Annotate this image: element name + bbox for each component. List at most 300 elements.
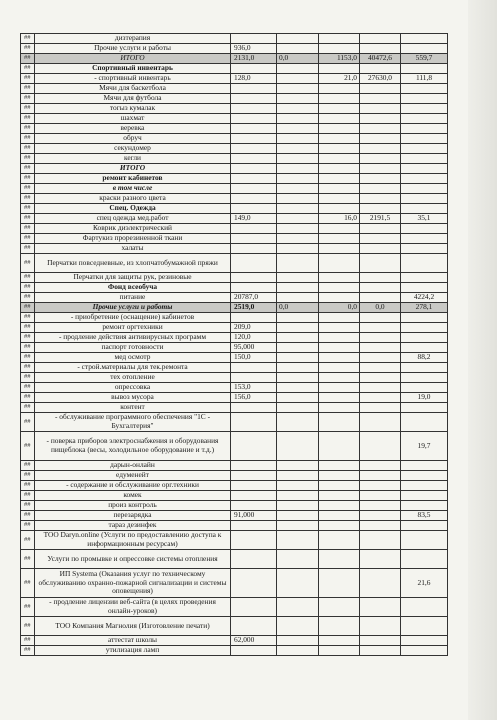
row-amount-4 [360,383,401,393]
table-row [21,224,448,234]
row-amount-5 [401,313,448,323]
row-amount-4 [360,511,401,521]
table-row [21,94,448,104]
row-amount-4 [360,471,401,481]
table-row [21,501,448,511]
row-amount-3 [319,501,360,511]
row-amount-5 [401,413,448,432]
row-amount-1 [231,244,277,254]
table-row [21,164,448,174]
row-amount-3 [319,569,360,598]
row-amount-4 [360,34,401,44]
row-description: дарын-онлайн [35,461,231,471]
row-amount-4 [360,44,401,54]
row-amount-4 [360,598,401,617]
row-amount-5 [401,521,448,531]
row-amount-1 [231,273,277,283]
row-marker: ## [21,636,35,646]
table-row [21,194,448,204]
row-amount-3 [319,283,360,293]
row-amount-3 [319,413,360,432]
row-amount-3 [319,114,360,124]
row-amount-3 [319,104,360,114]
row-amount-4 [360,293,401,303]
table-row [21,333,448,343]
row-amount-4 [360,333,401,343]
table-row [21,471,448,481]
row-marker: ## [21,214,35,224]
row-amount-2 [277,363,319,373]
row-amount-2 [277,471,319,481]
row-marker: ## [21,481,35,491]
row-amount-4: 2191,5 [360,214,401,224]
row-amount-1 [231,598,277,617]
row-amount-4 [360,194,401,204]
row-amount-5 [401,244,448,254]
row-amount-3: 0,0 [319,303,360,313]
table-row [21,323,448,333]
row-amount-1: 20787,0 [231,293,277,303]
row-amount-2 [277,44,319,54]
table-row [21,234,448,244]
row-amount-5 [401,373,448,383]
row-description: питание [35,293,231,303]
table-row [21,114,448,124]
table-row [21,44,448,54]
row-marker: ## [21,224,35,234]
row-amount-3 [319,184,360,194]
row-marker: ## [21,363,35,373]
row-marker: ## [21,194,35,204]
row-amount-3 [319,598,360,617]
row-amount-5 [401,224,448,234]
row-amount-5 [401,134,448,144]
row-amount-1 [231,403,277,413]
row-description: Фартукиз прорезиненной ткани [35,234,231,244]
row-amount-2 [277,313,319,323]
row-amount-5 [401,154,448,164]
row-amount-1 [231,204,277,214]
table-row [21,244,448,254]
row-description: тех отопление [35,373,231,383]
row-amount-3: 21,0 [319,74,360,84]
row-amount-5 [401,550,448,569]
row-amount-1 [231,144,277,154]
row-description: ТОО Компания Магнолия (Изготовление печати) [35,617,231,636]
row-amount-1: 91,000 [231,511,277,521]
table-row [21,550,448,569]
row-marker: ## [21,521,35,531]
table-row [21,491,448,501]
row-marker: ## [21,44,35,54]
row-marker: ## [21,303,35,313]
row-amount-5 [401,84,448,94]
row-amount-1 [231,531,277,550]
table-row [21,511,448,521]
row-amount-3 [319,646,360,656]
table-row [21,84,448,94]
row-amount-4 [360,104,401,114]
row-amount-3 [319,174,360,184]
row-amount-1 [231,94,277,104]
row-amount-5 [401,254,448,273]
row-amount-4: 40472,6 [360,54,401,64]
table-row [21,617,448,636]
row-amount-5 [401,164,448,174]
row-amount-4 [360,373,401,383]
row-amount-4 [360,124,401,134]
row-marker: ## [21,254,35,273]
row-amount-1: 149,0 [231,214,277,224]
table-row [21,383,448,393]
row-description: дизтерапия [35,34,231,44]
row-marker: ## [21,244,35,254]
row-amount-3 [319,353,360,363]
row-description: ИТОГО [35,164,231,174]
row-amount-4 [360,313,401,323]
row-amount-3 [319,343,360,353]
row-amount-5: 278,1 [401,303,448,313]
table-row [21,636,448,646]
row-amount-3 [319,333,360,343]
row-amount-3: 1153,0 [319,54,360,64]
row-amount-2 [277,74,319,84]
row-amount-5 [401,124,448,134]
row-description: обруч [35,134,231,144]
row-amount-2 [277,501,319,511]
table-row [21,184,448,194]
row-amount-4 [360,234,401,244]
row-amount-3 [319,154,360,164]
row-marker: ## [21,343,35,353]
row-marker: ## [21,531,35,550]
table-row [21,343,448,353]
row-amount-1 [231,104,277,114]
row-description: Мячи для баскетбола [35,84,231,94]
row-marker: ## [21,134,35,144]
row-amount-5 [401,403,448,413]
row-marker: ## [21,124,35,134]
row-marker: ## [21,234,35,244]
row-amount-3 [319,194,360,204]
row-amount-4 [360,204,401,214]
row-description: Коврик диэлектрический [35,224,231,234]
table-row [21,598,448,617]
table-row [21,134,448,144]
row-amount-3 [319,164,360,174]
budget-table [20,33,448,656]
row-amount-5: 559,7 [401,54,448,64]
row-amount-4 [360,84,401,94]
row-amount-2 [277,144,319,154]
row-amount-3 [319,134,360,144]
table-row [21,461,448,471]
row-amount-4 [360,184,401,194]
row-description: мед осмотр [35,353,231,363]
row-amount-4 [360,403,401,413]
row-amount-1: 156,0 [231,393,277,403]
table-row [21,403,448,413]
row-amount-2 [277,134,319,144]
table-row [21,144,448,154]
row-amount-1 [231,124,277,134]
row-marker: ## [21,333,35,343]
table-row [21,154,448,164]
row-amount-4 [360,114,401,124]
row-amount-2 [277,154,319,164]
row-amount-2 [277,353,319,363]
row-description: ремонт кабинетов [35,174,231,184]
row-marker: ## [21,598,35,617]
row-amount-4 [360,174,401,184]
row-amount-3 [319,224,360,234]
row-amount-5: 35,1 [401,214,448,224]
row-description: спец одежда мед.работ [35,214,231,224]
row-amount-1 [231,234,277,244]
row-amount-2: 0,0 [277,303,319,313]
row-amount-2 [277,234,319,244]
row-amount-4 [360,273,401,283]
row-marker: ## [21,54,35,64]
row-amount-2 [277,646,319,656]
row-marker: ## [21,184,35,194]
row-description: опрессовка [35,383,231,393]
table-row [21,569,448,598]
table-row [21,104,448,114]
row-amount-1 [231,154,277,164]
row-amount-2 [277,373,319,383]
row-amount-4 [360,64,401,74]
row-description: ИТОГО [35,54,231,64]
row-marker: ## [21,74,35,84]
row-amount-1 [231,461,277,471]
row-amount-4 [360,550,401,569]
row-amount-1 [231,550,277,569]
table-row [21,481,448,491]
row-description: Перчатки повседневные, из хлопчатобумажной пряжи [35,254,231,273]
row-amount-4 [360,646,401,656]
row-amount-2 [277,224,319,234]
table-row [21,353,448,363]
row-marker: ## [21,550,35,569]
row-amount-1 [231,184,277,194]
row-amount-5 [401,184,448,194]
row-description: Прочие услуги и работы [35,303,231,313]
row-amount-4 [360,363,401,373]
row-amount-1 [231,501,277,511]
row-amount-5: 19,7 [401,432,448,461]
table-row [21,393,448,403]
row-description: - обслуживание программного обеспечения "1С - Бухгалтерия" [35,413,231,432]
row-amount-4 [360,144,401,154]
row-amount-4 [360,164,401,174]
row-description: вывоз мусора [35,393,231,403]
row-amount-1 [231,432,277,461]
row-amount-2 [277,598,319,617]
row-amount-2 [277,104,319,114]
row-amount-1 [231,224,277,234]
row-description: Перчатки для защиты рук, резиновые [35,273,231,283]
row-marker: ## [21,34,35,44]
row-amount-5 [401,333,448,343]
row-amount-4 [360,224,401,234]
table-row [21,273,448,283]
row-description: Спец. Одежда [35,204,231,214]
row-amount-4 [360,134,401,144]
row-marker: ## [21,104,35,114]
row-marker: ## [21,511,35,521]
row-description: контент [35,403,231,413]
table-row [21,293,448,303]
row-marker: ## [21,617,35,636]
row-amount-3 [319,254,360,273]
row-amount-1 [231,373,277,383]
row-amount-5 [401,501,448,511]
row-amount-2 [277,393,319,403]
row-amount-2 [277,244,319,254]
row-amount-4: 27630,0 [360,74,401,84]
table-body [21,34,448,656]
row-description: веревка [35,124,231,134]
row-amount-1 [231,471,277,481]
row-description: секундомер [35,144,231,154]
row-amount-1 [231,194,277,204]
row-amount-2 [277,550,319,569]
row-amount-2 [277,34,319,44]
row-amount-5: 4224,2 [401,293,448,303]
row-amount-5 [401,617,448,636]
row-amount-5 [401,383,448,393]
row-amount-2 [277,84,319,94]
row-amount-5 [401,34,448,44]
row-amount-2 [277,194,319,204]
row-amount-3 [319,293,360,303]
row-description: комек [35,491,231,501]
table-row [21,363,448,373]
row-amount-5 [401,283,448,293]
row-amount-1: 153,0 [231,383,277,393]
row-amount-4 [360,393,401,403]
row-amount-3 [319,403,360,413]
row-amount-1 [231,134,277,144]
row-amount-1 [231,521,277,531]
row-marker: ## [21,323,35,333]
row-description: - спортивный инвентарь [35,74,231,84]
row-marker: ## [21,273,35,283]
row-amount-5 [401,104,448,114]
row-amount-1: 62,000 [231,636,277,646]
row-description: - приобретение (оснащение) кабинетов [35,313,231,323]
row-amount-2 [277,273,319,283]
row-amount-5: 88,2 [401,353,448,363]
row-amount-5 [401,194,448,204]
row-amount-3 [319,383,360,393]
row-amount-1: 128,0 [231,74,277,84]
row-amount-1 [231,491,277,501]
row-amount-4 [360,636,401,646]
row-amount-5 [401,598,448,617]
row-marker: ## [21,413,35,432]
row-amount-1 [231,481,277,491]
row-amount-1 [231,174,277,184]
row-amount-3 [319,550,360,569]
row-amount-3 [319,432,360,461]
row-description: ТОО Daryn.online (Услуги по предоставлению доступа к информационным ресурсам) [35,531,231,550]
row-marker: ## [21,114,35,124]
row-amount-2 [277,461,319,471]
row-amount-5 [401,44,448,54]
row-amount-5 [401,64,448,74]
row-amount-4 [360,244,401,254]
row-marker: ## [21,154,35,164]
row-marker: ## [21,393,35,403]
row-amount-2 [277,254,319,273]
row-amount-1 [231,283,277,293]
row-description: Услуги по промывке и опрессовке системы отопления [35,550,231,569]
row-description: - продление лицензии веб-сайта (в целях проведения онлайн-уроков) [35,598,231,617]
row-amount-2 [277,124,319,134]
row-amount-4 [360,501,401,511]
row-amount-5 [401,343,448,353]
row-amount-3 [319,84,360,94]
row-amount-1 [231,313,277,323]
row-description: произ контроль [35,501,231,511]
table-row [21,646,448,656]
row-amount-5 [401,174,448,184]
table-row [21,34,448,44]
row-amount-2 [277,64,319,74]
row-description: - строй.материалы для тек.ремонта [35,363,231,373]
row-amount-2 [277,636,319,646]
row-amount-5: 83,5 [401,511,448,521]
row-amount-3 [319,34,360,44]
row-amount-5 [401,94,448,104]
row-amount-2 [277,204,319,214]
row-amount-3 [319,471,360,481]
row-amount-4 [360,94,401,104]
row-amount-5: 111,8 [401,74,448,84]
table-row [21,214,448,224]
row-amount-2 [277,184,319,194]
row-description: Фонд всеобуча [35,283,231,293]
row-amount-5 [401,461,448,471]
row-amount-3 [319,461,360,471]
row-marker: ## [21,383,35,393]
table-row [21,531,448,550]
row-amount-2 [277,617,319,636]
row-amount-1: 150,0 [231,353,277,363]
row-description: халаты [35,244,231,254]
row-marker: ## [21,569,35,598]
row-description: шахмат [35,114,231,124]
row-amount-3 [319,636,360,646]
row-amount-3 [319,234,360,244]
row-amount-5 [401,273,448,283]
row-marker: ## [21,461,35,471]
row-description: аттестат школы [35,636,231,646]
row-marker: ## [21,174,35,184]
row-amount-1: 120,0 [231,333,277,343]
row-amount-3 [319,617,360,636]
row-amount-4: 0,0 [360,303,401,313]
table-row [21,521,448,531]
row-amount-4 [360,343,401,353]
row-amount-3 [319,363,360,373]
row-marker: ## [21,283,35,293]
row-amount-2 [277,94,319,104]
row-marker: ## [21,403,35,413]
row-amount-2 [277,333,319,343]
